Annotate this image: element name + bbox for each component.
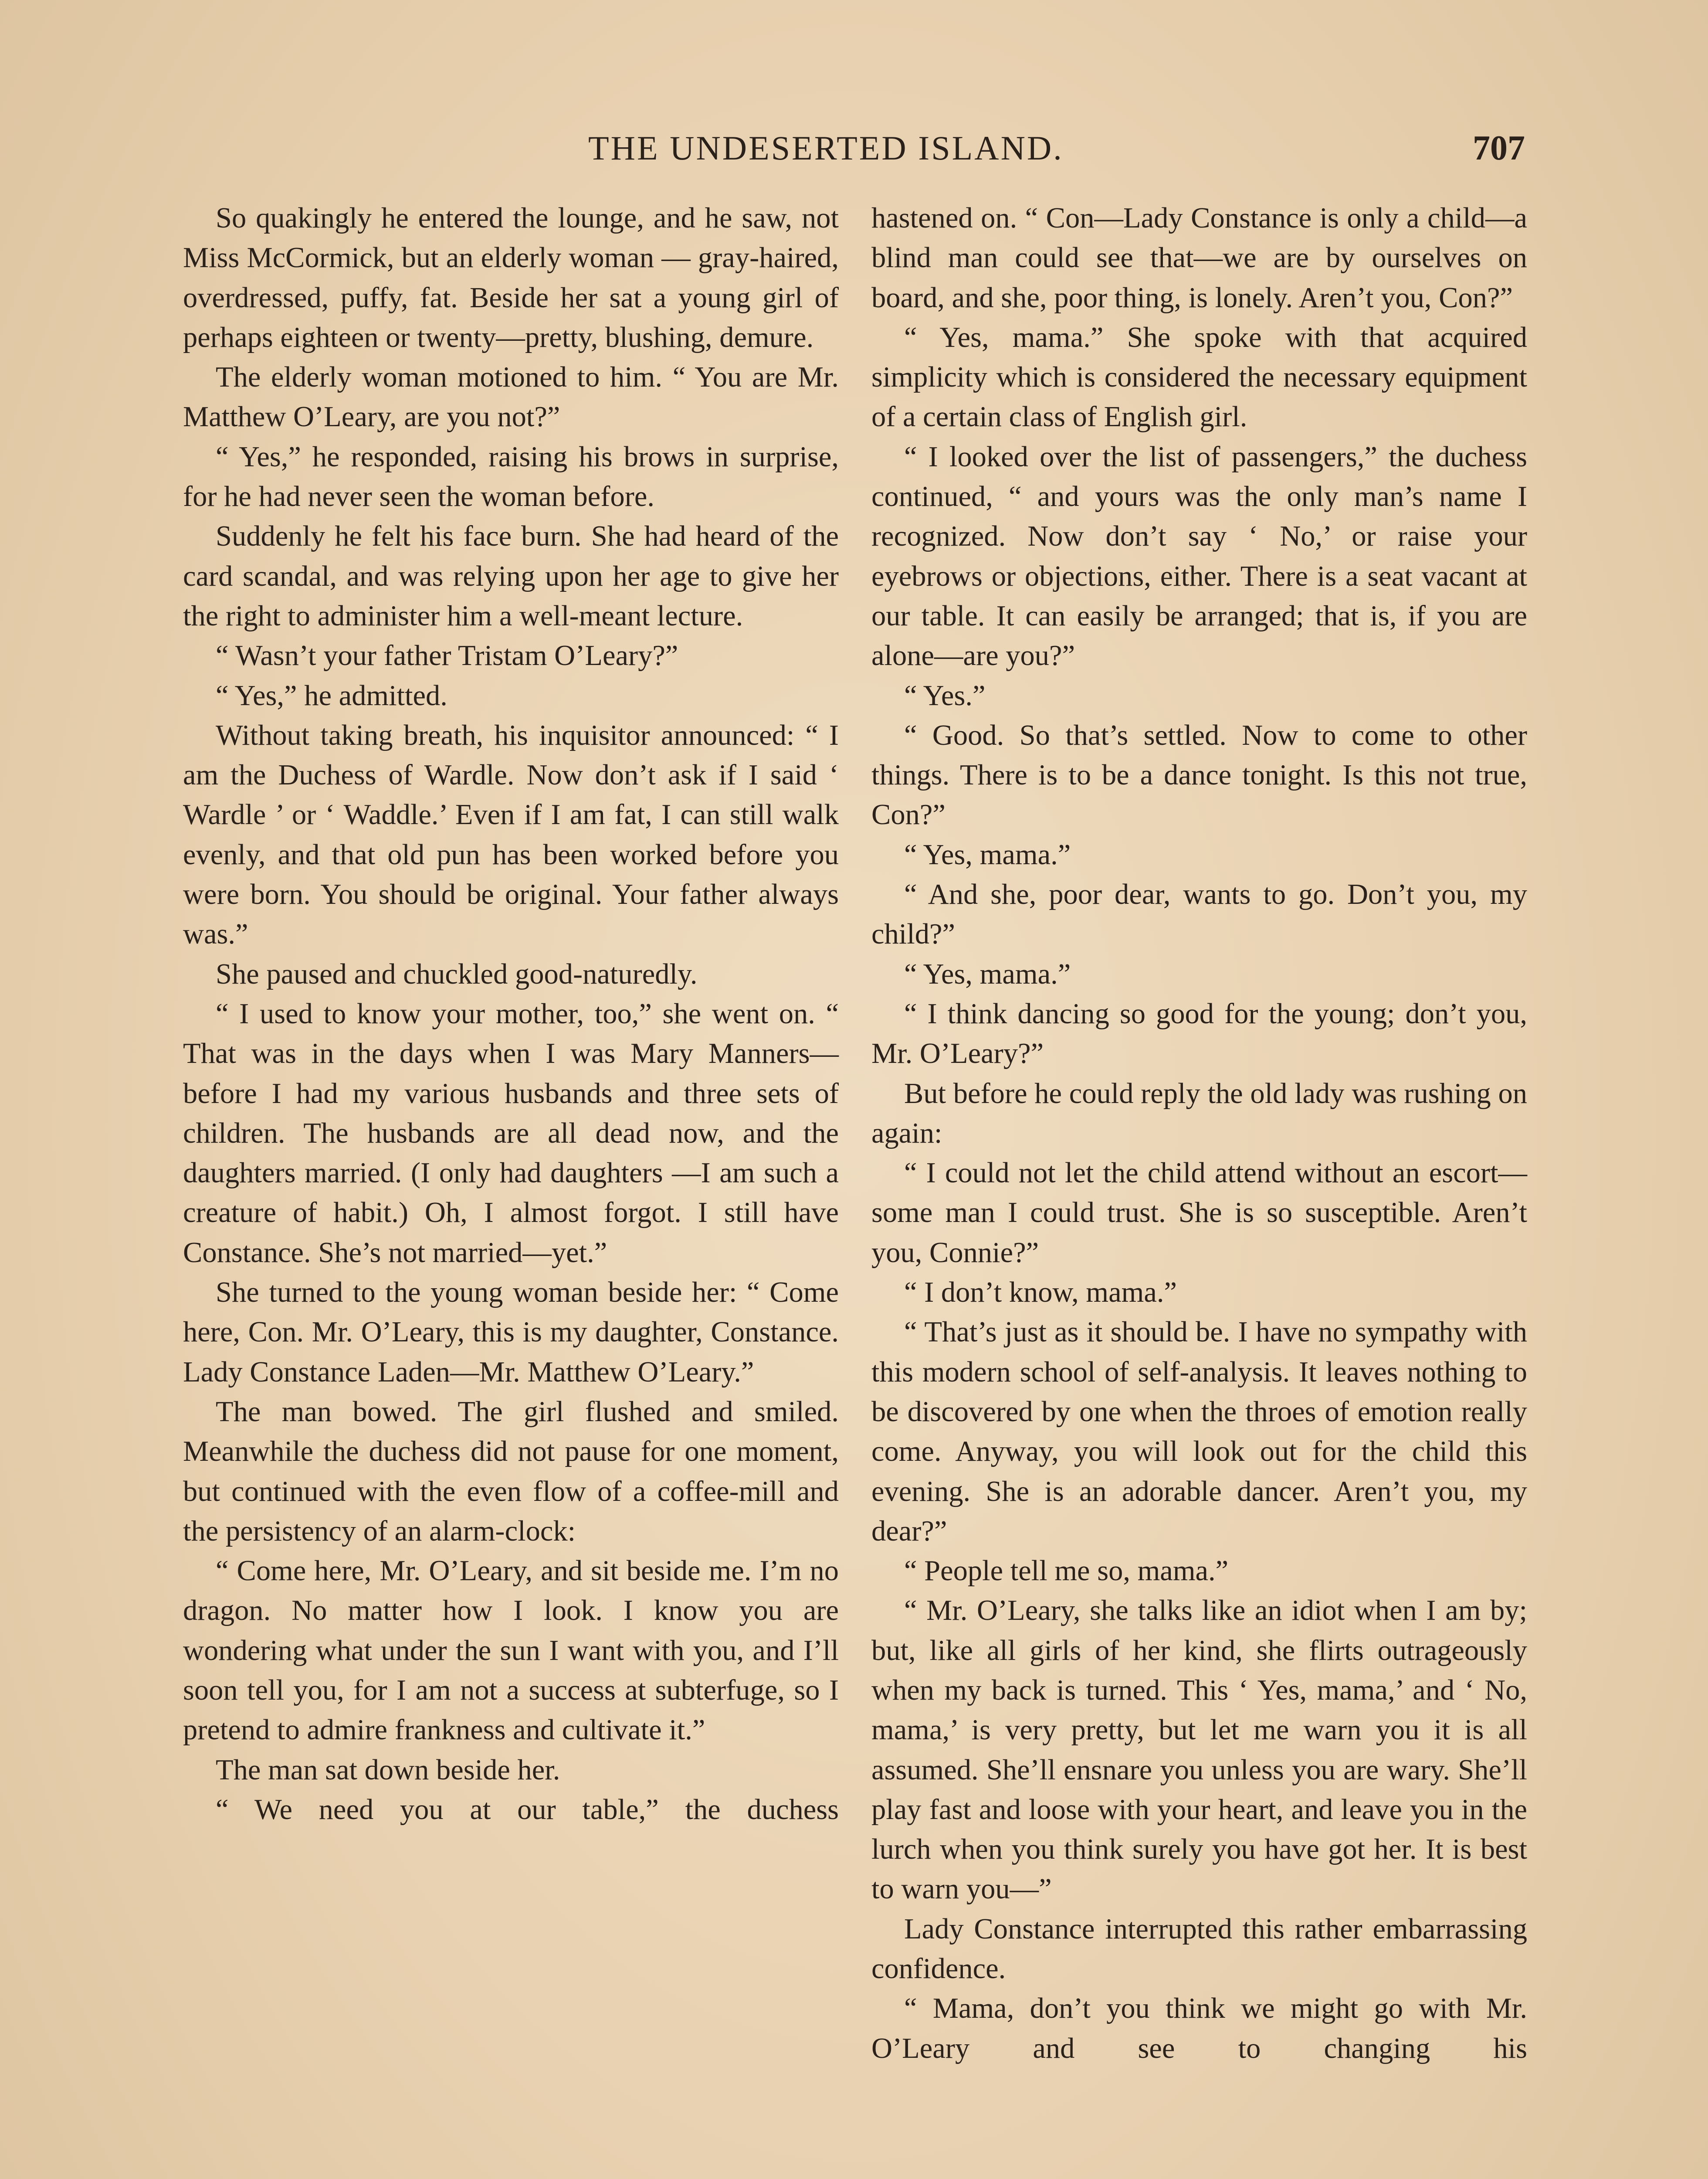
- paragraph: Lady Constance interrupted this rather embarrassing confidence.: [871, 1913, 1527, 1985]
- paragraph: “ We need you at our table,” the duchess: [216, 1793, 839, 1826]
- paragraph: She paused and chuckled good-naturedly.: [216, 958, 698, 990]
- left-column: [183, 198, 839, 1829]
- paragraph: She turned to the young woman beside her: “ Come here, Con. Mr. O’Leary, this is my daughter, Constance. Lady Constance Laden—Mr. Matthew O’Leary.”: [183, 1276, 839, 1388]
- right-column: [871, 198, 1527, 2068]
- paragraph: “ I could not let the child attend without an escort—some man I could trust. She is so susceptible. Aren’t you, Connie?”: [871, 1157, 1527, 1269]
- paragraph: “ Yes.”: [904, 679, 986, 712]
- paragraph: But before he could reply the old lady was rushing on again:: [871, 1077, 1527, 1149]
- paragraph: “ I don’t know, mama.”: [904, 1276, 1177, 1309]
- page-number: 707: [1473, 129, 1525, 167]
- paragraph: “ I used to know your mother, too,” she went on. “ That was in the days when I was Mary Manners—before I had my various husbands and three sets of children. The husbands are all dead now, and the daughters married. (I only had daughters —I am such a creature of habit.) Oh, I almost forgot. I still have Constance. She’s not married—yet.”: [183, 998, 839, 1269]
- running-head: [174, 122, 1534, 174]
- paragraph: So quakingly he entered the lounge, and he saw, not Miss McCormick, but an elderly woman — gray-haired, overdressed, puffy, fat. Beside her sat a young girl of perhaps eighteen or twenty—pretty, blushing, demure.: [183, 202, 839, 353]
- paragraph: “ Mama, don’t you think we might go with Mr. O’Leary and see to changing his: [871, 1992, 1527, 2064]
- paragraph: “ Mr. O’Leary, she talks like an idiot when I am by; but, like all girls of her kind, she flirts outrageously when my back is turned. This ‘ Yes, mama,’ and ‘ No, mama,’ is very pretty, but let me warn you it is all assumed. She’ll ensnare you unless you are wary. She’ll play fast and loose with your heart, and leave you in the lurch when you think surely you have got her. It is best to warn you—”: [871, 1595, 1527, 1905]
- paragraph: “ Yes, mama.”: [904, 958, 1071, 990]
- paragraph: The elderly woman motioned to him. “ You are Mr. Matthew O’Leary, are you not?”: [183, 361, 839, 433]
- paragraph: “ Come here, Mr. O’Leary, and sit beside me. I’m no dragon. No matter how I look. I know you are wondering what under the sun I want with you, and I’ll soon tell you, for I am not a success at subterfuge, so I pretend to admire frankness and cultivate it.”: [183, 1555, 839, 1746]
- paragraph: Suddenly he felt his face burn. She had heard of the card scandal, and was relying upon her age to give her the right to administer him a well-meant lecture.: [183, 520, 839, 632]
- paragraph: “ Wasn’t your father Tristam O’Leary?”: [216, 640, 678, 672]
- paragraph: hastened on. “ Con—Lady Constance is only a child—a blind man could see that—we are by ourselves on board, and she, poor thing, is lonely. Aren’t you, Con?”: [871, 202, 1527, 314]
- paragraph: “ Yes, mama.”: [904, 838, 1071, 871]
- paragraph: “ I think dancing so good for the young; don’t you, Mr. O’Leary?”: [871, 998, 1527, 1070]
- paragraph: “ People tell me so, mama.”: [904, 1555, 1229, 1587]
- paragraph: “ And she, poor dear, wants to go. Don’t you, my child?”: [871, 879, 1527, 950]
- paragraph: “ Yes, mama.” She spoke with that acquired simplicity which is considered the necessary equipment of a certain class of English girl.: [871, 321, 1527, 433]
- paragraph: Without taking breath, his inquisitor announced: “ I am the Duchess of Wardle. Now don’t ask if I said ‘ Wardle ’ or ‘ Waddle.’ Even if I am fat, I can still walk evenly, and that old pun has been worked before you were born. You should be original. Your father always was.”: [183, 719, 839, 950]
- running-title: THE UNDESERTED ISLAND.: [588, 129, 1064, 167]
- paragraph: “ That’s just as it should be. I have no sympathy with this modern school of self-analysis. It leaves nothing to be discovered by one when the throes of emotion really come. Anyway, you will look out for the child this evening. She is an adorable dancer. Aren’t you, my dear?”: [871, 1316, 1527, 1547]
- paragraph: The man sat down beside her.: [216, 1754, 560, 1786]
- paragraph: The man bowed. The girl flushed and smiled. Meanwhile the duchess did not pause for one moment, but continued with the even flow of a coffee-mill and the persistency of an alarm-clock:: [183, 1395, 839, 1547]
- paragraph: “ Yes,” he admitted.: [216, 679, 447, 712]
- paragraph: “ Yes,” he responded, raising his brows in surprise, for he had never seen the woman before.: [183, 441, 839, 513]
- paragraph: “ I looked over the list of passengers,” the duchess continued, “ and yours was the only man’s name I recognized. Now don’t say ‘ No,’ or raise your eyebrows or objections, either. There is a seat vacant at our table. It can easily be arranged; that is, if you are alone—are you?”: [871, 441, 1527, 672]
- paragraph: “ Good. So that’s settled. Now to come to other things. There is to be a dance tonight. Is this not true, Con?”: [871, 719, 1527, 831]
